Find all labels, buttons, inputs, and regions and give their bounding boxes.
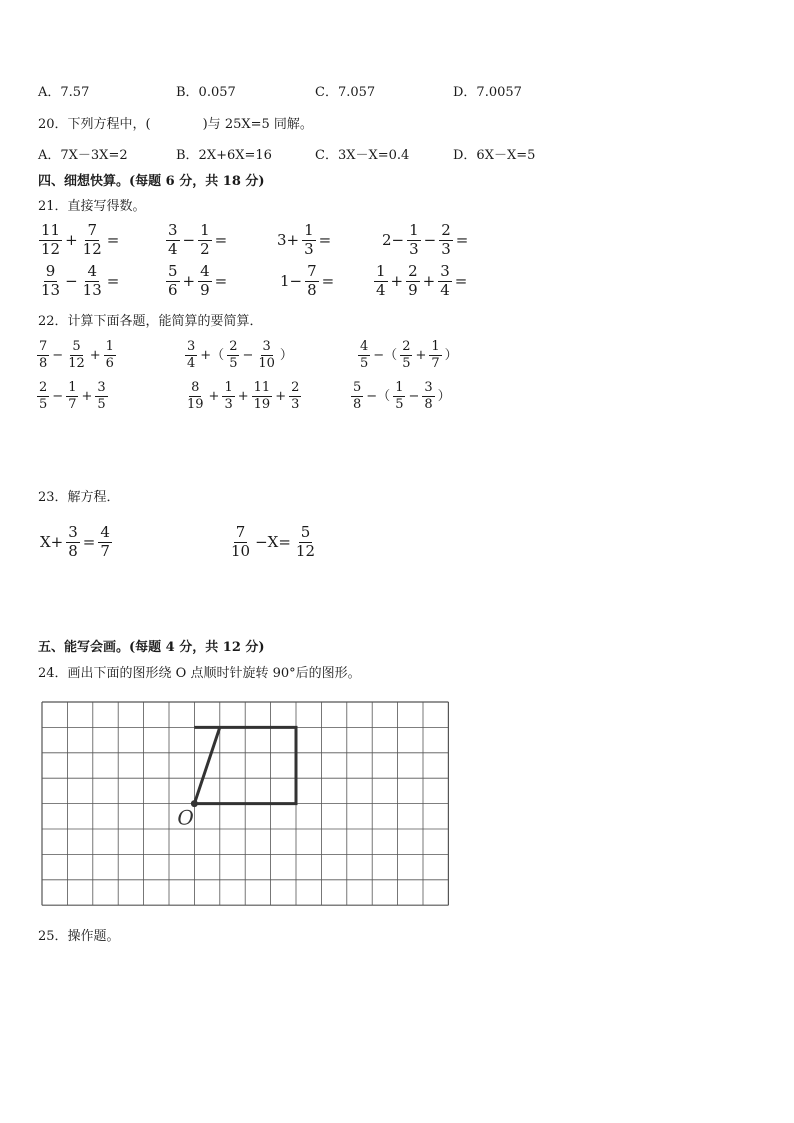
fraction xyxy=(185,381,206,411)
operator: + xyxy=(89,347,101,363)
operator: X+ xyxy=(40,532,64,551)
numerator: 1 xyxy=(68,380,77,395)
fraction xyxy=(185,340,197,370)
numerator: 7 xyxy=(39,339,48,354)
q23-equation xyxy=(38,525,113,560)
fraction xyxy=(358,340,370,370)
operator: = xyxy=(214,230,228,249)
operator: − xyxy=(182,230,196,249)
operator: ） xyxy=(437,388,451,404)
operator: ） xyxy=(279,347,293,363)
q20-option-a: A．7X－3X=2 xyxy=(38,148,128,163)
denominator: 19 xyxy=(187,396,204,412)
pivot-label-o: O xyxy=(177,805,194,830)
q19-option-a: A．7.57 xyxy=(38,85,90,100)
denominator: 7 xyxy=(431,355,440,371)
fraction xyxy=(198,264,212,299)
denominator: 3 xyxy=(291,396,300,412)
denominator: 6 xyxy=(105,355,114,371)
operator: = xyxy=(318,230,332,249)
denominator: 5 xyxy=(229,355,238,371)
fraction xyxy=(66,340,87,370)
denominator: 12 xyxy=(82,239,102,258)
numerator: 3 xyxy=(68,523,78,541)
operator: = xyxy=(454,271,468,290)
section-5-heading: 五、能写会画。(每题 4 分，共 12 分) xyxy=(38,640,265,655)
denominator: 3 xyxy=(224,396,233,412)
operator: − xyxy=(52,388,64,404)
fraction xyxy=(393,381,405,411)
numerator: 1 xyxy=(200,221,210,239)
fraction xyxy=(227,340,239,370)
operator: − xyxy=(65,271,78,290)
operator: = xyxy=(214,271,228,290)
numerator: 11 xyxy=(41,221,61,239)
denominator: 13 xyxy=(41,280,61,299)
denominator: 12 xyxy=(295,541,316,560)
operator: + xyxy=(237,388,249,404)
denominator: 3 xyxy=(304,239,314,258)
q21-expression xyxy=(380,223,470,258)
numerator: 1 xyxy=(224,380,233,395)
numerator: 2 xyxy=(229,339,238,354)
operator: + xyxy=(81,388,93,404)
denominator: 4 xyxy=(187,355,196,371)
numerator: 1 xyxy=(395,380,404,395)
fraction xyxy=(294,525,317,560)
fraction xyxy=(429,340,441,370)
fraction xyxy=(39,223,62,258)
fraction xyxy=(256,340,277,370)
q21-title: 21．直接写得数。 xyxy=(38,199,146,214)
fraction xyxy=(374,264,388,299)
numerator: 7 xyxy=(87,221,97,239)
denominator: 7 xyxy=(68,396,77,412)
numerator: 5 xyxy=(353,380,362,395)
numerator: 9 xyxy=(45,262,56,280)
q23-equation xyxy=(228,525,318,560)
fraction xyxy=(439,223,453,258)
section-4-heading: 四、细想快算。(每题 6 分，共 18 分) xyxy=(38,174,265,189)
operator: + xyxy=(208,388,220,404)
numerator: 3 xyxy=(262,339,271,354)
denominator: 5 xyxy=(395,396,404,412)
operator: + xyxy=(275,388,287,404)
q21-expression xyxy=(38,223,121,258)
numerator: 1 xyxy=(105,339,114,354)
operator: 2− xyxy=(382,230,405,249)
q22-expression xyxy=(184,381,302,411)
fraction xyxy=(81,223,104,258)
numerator: 2 xyxy=(39,380,48,395)
numerator: 11 xyxy=(253,380,271,395)
fraction xyxy=(351,381,363,411)
fraction xyxy=(302,223,316,258)
fraction xyxy=(95,381,107,411)
denominator: 9 xyxy=(408,280,418,299)
denominator: 19 xyxy=(253,396,271,412)
operator: 3+ xyxy=(277,230,300,249)
numerator: 4 xyxy=(87,262,97,280)
numerator: 1 xyxy=(409,221,419,239)
denominator: 5 xyxy=(360,355,369,371)
denominator: 3 xyxy=(441,239,451,258)
fraction xyxy=(400,340,412,370)
q22-expression xyxy=(350,381,453,411)
fraction xyxy=(305,264,319,299)
q21-expression xyxy=(373,264,469,299)
rotation-grid xyxy=(38,700,450,912)
numerator: 3 xyxy=(440,262,450,280)
operator: = xyxy=(321,271,335,290)
denominator: 8 xyxy=(353,396,362,412)
fraction xyxy=(229,525,252,560)
denominator: 13 xyxy=(82,280,102,299)
q22-expression xyxy=(184,340,295,370)
operator: −X= xyxy=(255,532,291,551)
q23-title: 23．解方程． xyxy=(38,490,120,505)
operator: = xyxy=(455,230,469,249)
fraction xyxy=(37,381,49,411)
fraction xyxy=(37,340,49,370)
denominator: 8 xyxy=(424,396,433,412)
operator: − xyxy=(242,347,254,363)
operator: − xyxy=(52,347,64,363)
fraction xyxy=(407,223,421,258)
numerator: 1 xyxy=(304,221,314,239)
numerator: 7 xyxy=(235,523,246,541)
denominator: 10 xyxy=(231,541,251,560)
q19-option-c: C．7.057 xyxy=(315,85,376,100)
fraction xyxy=(406,264,420,299)
numerator: 2 xyxy=(408,262,418,280)
fraction xyxy=(66,381,78,411)
operator: − xyxy=(423,230,437,249)
q22-expression xyxy=(36,340,117,370)
numerator: 3 xyxy=(187,339,196,354)
operator: 1− xyxy=(280,271,303,290)
denominator: 8 xyxy=(68,541,78,560)
denominator: 6 xyxy=(168,280,178,299)
q19-option-d: D．7.0057 xyxy=(453,85,522,100)
fraction xyxy=(39,264,62,299)
q22-title: 22．计算下面各题，能简算的要简算． xyxy=(38,314,263,329)
operator: + xyxy=(422,271,436,290)
numerator: 4 xyxy=(200,262,210,280)
numerator: 4 xyxy=(360,339,369,354)
operator: + xyxy=(65,230,78,249)
denominator: 2 xyxy=(200,239,210,258)
fraction xyxy=(422,381,434,411)
q21-expression xyxy=(275,223,333,258)
operator: − xyxy=(408,388,420,404)
operator: = xyxy=(106,271,120,290)
denominator: 10 xyxy=(258,355,275,371)
operator: +（ xyxy=(200,347,225,363)
fraction xyxy=(289,381,301,411)
operator: = xyxy=(82,532,96,551)
numerator: 5 xyxy=(72,339,81,354)
q21-expression xyxy=(165,223,229,258)
numerator: 3 xyxy=(168,221,178,239)
denominator: 7 xyxy=(100,541,110,560)
q19-option-b: B．0.057 xyxy=(176,85,236,100)
fraction xyxy=(438,264,452,299)
q25-title: 25．操作题。 xyxy=(38,929,120,944)
numerator: 5 xyxy=(168,262,178,280)
fraction xyxy=(81,264,104,299)
denominator: 12 xyxy=(68,355,85,371)
q22-expression xyxy=(357,340,460,370)
denominator: 4 xyxy=(168,239,178,258)
operator: −（ xyxy=(366,388,391,404)
denominator: 12 xyxy=(41,239,61,258)
q21-expression xyxy=(165,264,229,299)
fraction xyxy=(98,525,112,560)
denominator: 8 xyxy=(39,355,48,371)
numerator: 1 xyxy=(431,339,440,354)
numerator: 3 xyxy=(97,380,106,395)
numerator: 4 xyxy=(100,523,110,541)
operator: ） xyxy=(444,347,458,363)
numerator: 7 xyxy=(307,262,317,280)
q22-expression xyxy=(36,381,109,411)
denominator: 4 xyxy=(376,280,386,299)
q21-expression xyxy=(278,264,336,299)
fraction xyxy=(198,223,212,258)
denominator: 3 xyxy=(409,239,419,258)
denominator: 4 xyxy=(440,280,450,299)
denominator: 5 xyxy=(39,396,48,412)
q20-option-c: C．3X－X=0.4 xyxy=(315,148,410,163)
operator: = xyxy=(106,230,120,249)
denominator: 5 xyxy=(402,355,411,371)
numerator: 2 xyxy=(402,339,411,354)
fraction xyxy=(104,340,116,370)
q20-option-d: D．6X－X=5 xyxy=(453,148,536,163)
fraction xyxy=(66,525,80,560)
numerator: 1 xyxy=(376,262,386,280)
fraction xyxy=(252,381,273,411)
fraction xyxy=(222,381,234,411)
q20-option-b: B．2X+6X=16 xyxy=(176,148,272,163)
fraction xyxy=(166,223,180,258)
numerator: 8 xyxy=(191,380,200,395)
operator: + xyxy=(415,347,427,363)
q21-expression xyxy=(38,264,121,299)
operator: −（ xyxy=(373,347,398,363)
numerator: 2 xyxy=(441,221,451,239)
numerator: 3 xyxy=(424,380,433,395)
denominator: 5 xyxy=(97,396,106,412)
q20-stem: 20．下列方程中，( )与 25X=5 同解。 xyxy=(38,117,313,132)
denominator: 9 xyxy=(200,280,210,299)
fraction xyxy=(166,264,180,299)
operator: + xyxy=(390,271,404,290)
numerator: 5 xyxy=(300,523,311,541)
operator: + xyxy=(182,271,196,290)
denominator: 8 xyxy=(307,280,317,299)
numerator: 2 xyxy=(291,380,300,395)
q24-title: 24．画出下面的图形绕 O 点顺时针旋转 90°后的图形。 xyxy=(38,666,361,681)
